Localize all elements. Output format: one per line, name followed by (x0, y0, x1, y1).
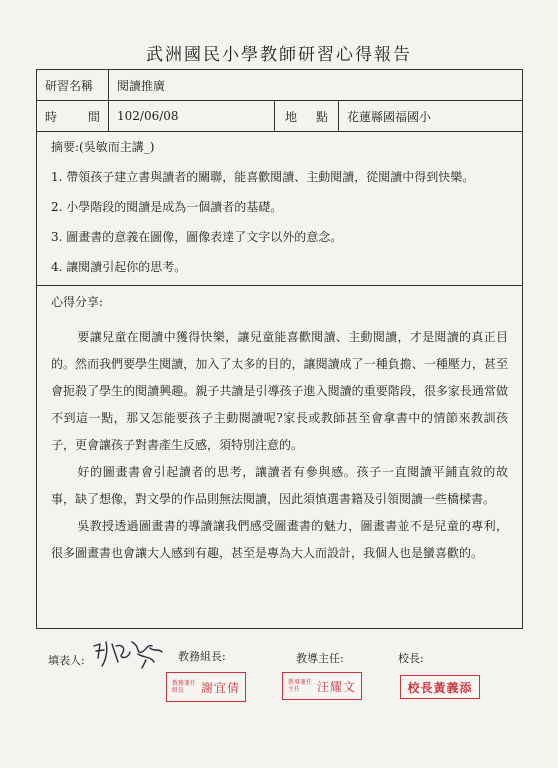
summary-title: 摘要:(吳敏而主講_) (51, 140, 155, 154)
director-seal-name: 汪耀文 (316, 679, 356, 694)
director-seal-title: 教導兼任主任 (287, 679, 312, 693)
principal-label: 校長: (398, 652, 424, 665)
director-seal (282, 672, 362, 700)
report-title: 武洲國民小學教師研習心得報告 (146, 45, 412, 65)
place-label-char-2: 點 (315, 109, 328, 124)
place-label-char-1: 地 (285, 109, 298, 124)
academic-chief-label: 教務組長: (178, 650, 226, 663)
director-label: 教導主任: (296, 652, 344, 665)
time-label (37, 101, 109, 131)
row-reflection (37, 286, 522, 628)
academic-seal-title: 教務兼任組長 (171, 680, 196, 694)
time-label-char-2: 間 (87, 109, 100, 124)
row-summary (37, 132, 522, 286)
reflection-paragraph: 要讓兒童在閱讀中獲得快樂，讓兒童能喜歡閱讀、主動閱讀，才是閱讀的真正目的。然而我們要學生閱讀，加入了太多的目的，讓閱讀成了一種負擔、一種壓力，甚至會扼殺了學生的閱讀興趣。親子共讀是引導孩子進入閱讀的重要階段，很多家長通常做不到這一點，那又怎能要孩子主動閱讀呢?家長或教師甚至會拿書中的情節來教訓孩子，更會讓孩子對書產生反感，須特別注意的。 (51, 330, 508, 452)
summary-item: 2. 小學階段的閱讀是成為一個讀者的基礎。 (51, 200, 283, 214)
row-seminar-name (37, 70, 522, 101)
handwritten-signature (88, 636, 168, 670)
reflection-paragraph: 吳教授透過圖畫書的導讀讓我們感受圖畫書的魅力，圖畫書並不是兒童的專利，很多圖畫書也會讓大人感到有趣，甚至是專為大人而設計，我個人也是蠻喜歡的。 (51, 519, 508, 560)
reflection-title: 心得分享: (51, 295, 104, 309)
academic-chief-seal (166, 672, 246, 702)
seminar-name-value: 閱讀推廣 (117, 78, 166, 93)
place-label (275, 101, 339, 131)
time-value: 102/06/08 (109, 101, 275, 131)
summary-item: 1. 帶領孩子建立書與讀者的關聯，能喜歡閱讀、主動閱讀，從閱讀中得到快樂。 (51, 170, 475, 184)
summary-section (37, 132, 488, 285)
time-label-char-1: 時 (45, 109, 58, 124)
seminar-name-label: 研習名稱 (37, 70, 109, 100)
reflection-paragraph: 好的圖畫書會引起讀者的思考，讓讀者有參與感。孩子一直閱讀平鋪直敘的故事，缺了想像，對文學的作品則無法閱讀，因此須慎選書籍及引領閱讀一些橋樑書。 (51, 465, 508, 506)
filler-label: 填表人: (48, 654, 85, 667)
summary-item: 4. 讓閱讀引起你的思考。 (51, 260, 187, 274)
principal-seal: 校長黃義添 (400, 675, 480, 699)
place-value: 花蓮縣國福國小 (347, 109, 432, 124)
report-form (36, 69, 523, 629)
reflection-section (37, 286, 522, 628)
summary-item: 3. 圖畫書的意義在圖像，圖像表達了文字以外的意念。 (51, 230, 343, 244)
academic-seal-name: 謝宜倩 (200, 680, 240, 695)
row-time-place (37, 101, 522, 132)
